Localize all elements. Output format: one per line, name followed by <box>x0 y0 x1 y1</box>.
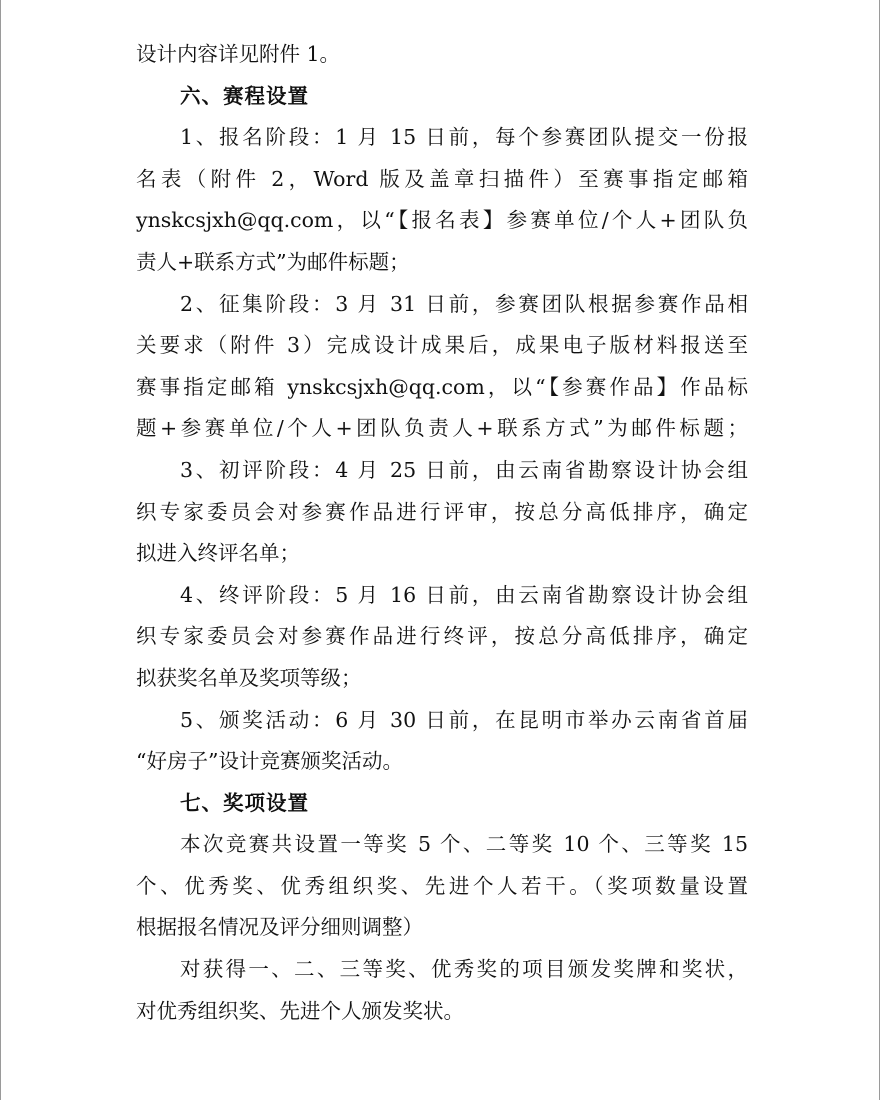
text-line: 本次竞赛共设置一等奖 5 个、二等奖 10 个、三等奖 15 <box>180 832 748 857</box>
document-body <box>136 34 748 1032</box>
text-line: 关要求（附件 3）完成设计成果后，成果电子版材料报送至 <box>136 333 748 358</box>
text-line: 名表（附件 2，Word 版及盖章扫描件）至赛事指定邮箱 <box>136 166 748 191</box>
text-line: 4、终评阶段：5 月 16 日前，由云南省勘察设计协会组 <box>180 582 748 607</box>
text-line: 赛事指定邮箱 ynskcsjxh@qq.com，以“【参赛作品】作品标 <box>136 374 748 399</box>
text-line: “好房子”设计竞赛颁奖活动。 <box>136 749 403 774</box>
text-line: 织专家委员会对参赛作品进行终评，按总分高低排序，确定 <box>136 624 748 649</box>
text-line: 对获得一、二、三等奖、优秀奖的项目颁发奖牌和奖状， <box>180 957 748 982</box>
text-line: 织专家委员会对参赛作品进行评审，按总分高低排序，确定 <box>136 499 748 524</box>
text-line: 5、颁奖活动：6 月 30 日前，在昆明市举办云南省首届 <box>180 707 748 732</box>
text-line: ynskcsjxh@qq.com，以“【报名表】参赛单位/个人+团队负 <box>136 208 748 233</box>
text-line: 个、优秀奖、优秀组织奖、先进个人若干。（奖项数量设置 <box>136 873 748 898</box>
text-line: 责人+联系方式”为邮件标题； <box>136 249 410 274</box>
section-heading-schedule: 六、赛程设置 <box>180 83 309 108</box>
text-line: 1、报名阶段：1 月 15 日前，每个参赛团队提交一份报 <box>180 125 748 150</box>
text-line: 对优秀组织奖、先进个人颁发奖状。 <box>136 998 464 1023</box>
text-line: 3、初评阶段：4 月 25 日前，由云南省勘察设计协会组 <box>180 457 748 482</box>
text-line: 拟进入终评名单； <box>136 541 300 566</box>
text-line: 题+参赛单位/个人+团队负责人+联系方式”为邮件标题； <box>136 416 748 441</box>
text-line: 2、征集阶段：3 月 31 日前，参赛团队根据参赛作品相 <box>180 291 748 316</box>
text-line: 根据报名情况及评分细则调整） <box>136 915 423 940</box>
section-heading-awards: 七、奖项设置 <box>180 790 309 815</box>
text-line: 拟获奖名单及奖项等级； <box>136 665 362 690</box>
text-line: 设计内容详见附件 1。 <box>136 42 341 66</box>
